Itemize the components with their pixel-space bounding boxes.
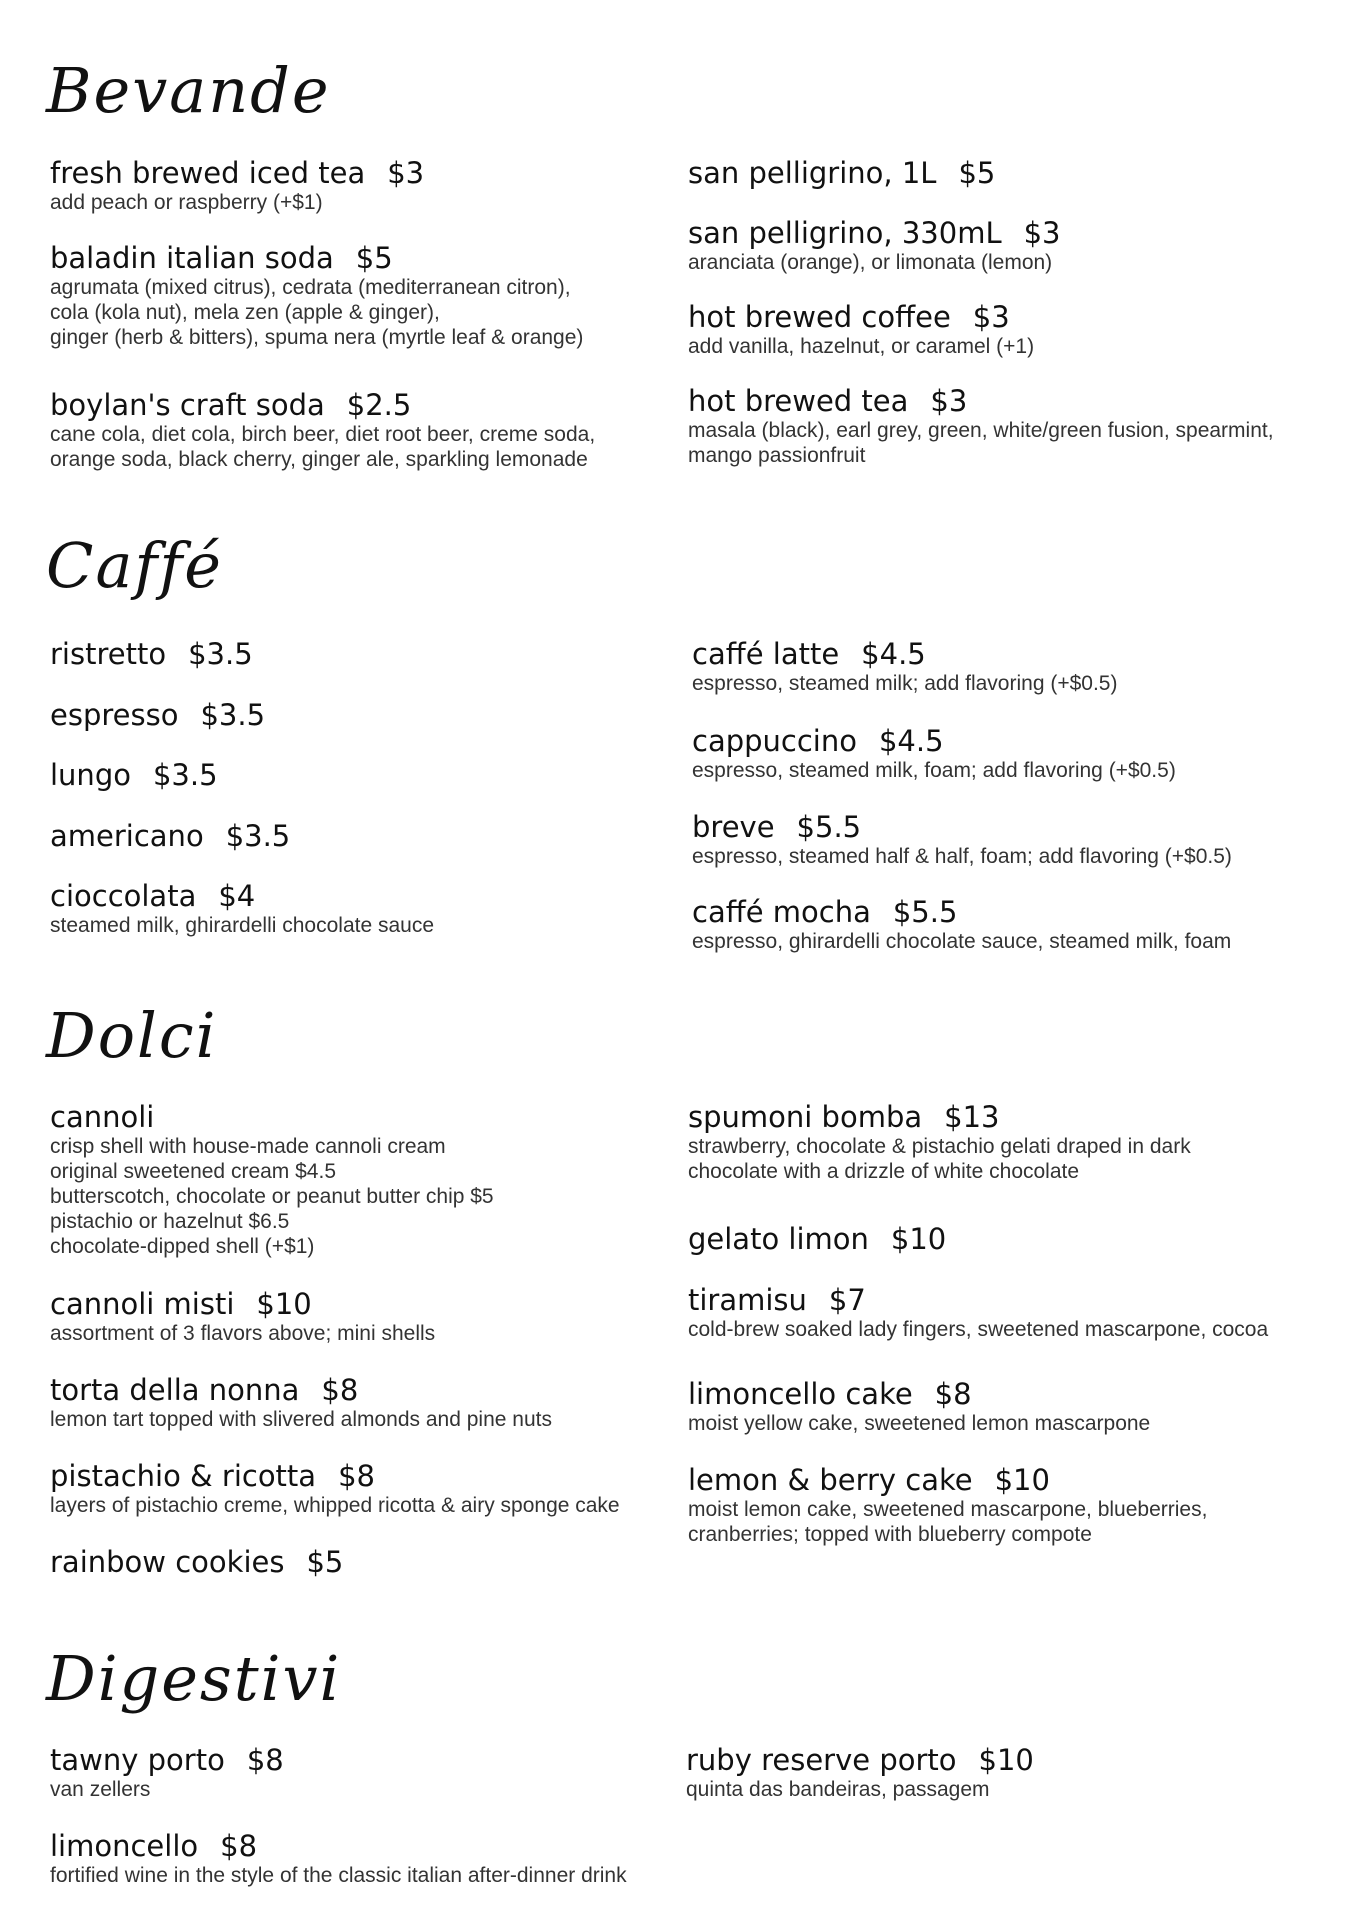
description-line: butterscotch, chocolate or peanut butter chip $5 (50, 1185, 494, 1208)
menu-item-title (50, 698, 265, 732)
menu-item (50, 1287, 435, 1346)
menu-item-price: $4 (218, 879, 256, 913)
menu-item-title (50, 819, 290, 853)
section-heading-bevande: Bevande (46, 54, 331, 127)
menu-item-price: $10 (994, 1463, 1050, 1497)
menu-item-name: breve (692, 810, 775, 844)
menu-item (688, 1283, 1268, 1342)
menu-item-title (50, 879, 434, 913)
menu-item (688, 216, 1061, 275)
description-line: fortified wine in the style of the classic italian after-dinner drink (50, 1864, 627, 1887)
dolci-right-column (688, 1100, 1308, 1546)
menu-item-price: $10 (978, 1743, 1034, 1777)
section-heading-digestivi: Digestivi (46, 1642, 342, 1715)
menu-item-price: $5.5 (892, 895, 958, 929)
menu-item-price: $7 (828, 1283, 866, 1317)
bevande-left-column (50, 156, 670, 471)
menu-item (50, 388, 595, 472)
caffe-left-column (50, 637, 670, 937)
menu-item-name: torta della nonna (50, 1373, 300, 1407)
menu-item-title (686, 1743, 1034, 1777)
menu-item-name: hot brewed tea (688, 384, 909, 418)
description-line: cranberries; topped with blueberry compote (688, 1523, 1092, 1546)
description-line: add vanilla, hazelnut, or caramel (+1) (688, 335, 1035, 358)
menu-item (692, 810, 1232, 869)
menu-item-price: $5 (355, 241, 393, 275)
menu-item-name: rainbow cookies (50, 1545, 285, 1579)
menu-item-title (50, 1829, 627, 1863)
menu-item-description (50, 1321, 435, 1346)
menu-item-description (50, 1493, 620, 1518)
menu-item-name: lungo (50, 758, 131, 792)
menu-item-title (50, 1100, 494, 1134)
menu-item-name: cioccolata (50, 879, 197, 913)
menu-item-description (692, 758, 1176, 783)
menu-item (688, 1222, 946, 1256)
menu-item-title (50, 1287, 435, 1321)
menu-item-price: $3.5 (200, 698, 266, 732)
description-line: cold-brew soaked lady fingers, sweetened mascarpone, cocoa (688, 1318, 1269, 1341)
menu-item-price: $5.5 (796, 810, 862, 844)
description-line: cane cola, diet cola, birch beer, diet root beer, creme soda, (50, 423, 596, 446)
menu-item-title (688, 1100, 1191, 1134)
menu-item-description (688, 1134, 1191, 1184)
menu-item-description (50, 1407, 552, 1432)
menu-item-price: $10 (890, 1222, 947, 1256)
menu-item-description (692, 844, 1232, 869)
description-line: espresso, steamed milk; add flavoring (+$0.5) (692, 672, 1118, 695)
description-line: crisp shell with house-made cannoli cream (50, 1135, 446, 1158)
menu-item-title (688, 1222, 946, 1256)
description-line: mango passionfruit (688, 444, 866, 467)
menu-item-description (688, 334, 1034, 359)
menu-item-name: lemon & berry cake (688, 1463, 973, 1497)
caffe-right-column (692, 637, 1312, 953)
menu-item-title (50, 1373, 552, 1407)
menu-item-price: $8 (934, 1377, 972, 1411)
menu-item-title (688, 156, 995, 190)
menu-item-title (688, 1377, 1150, 1411)
menu-item (50, 1743, 284, 1802)
menu-item-name: caffé latte (692, 637, 840, 671)
menu-item-title (50, 637, 253, 671)
description-line: ginger (herb & bitters), spuma nera (myrtle leaf & orange) (50, 326, 584, 349)
menu-item (50, 1545, 343, 1579)
menu-item-price: $4.5 (878, 724, 944, 758)
menu-item-title (688, 384, 1274, 418)
menu-item-description (692, 929, 1231, 954)
description-line: original sweetened cream $4.5 (50, 1160, 337, 1183)
description-line: chocolate with a drizzle of white chocolate (688, 1160, 1080, 1183)
menu-item-description (50, 1134, 494, 1259)
bevande-right-column (688, 156, 1308, 467)
menu-item-title (50, 1743, 284, 1777)
menu-item-description (50, 1777, 284, 1802)
menu-item-name: boylan's craft soda (50, 388, 325, 422)
menu-item-price: $3.5 (152, 758, 218, 792)
menu-item (688, 384, 1274, 468)
description-line: agrumata (mixed citrus), cedrata (mediterranean citron), (50, 276, 571, 299)
menu-item-name: tawny porto (50, 1743, 225, 1777)
menu-item-title (50, 758, 218, 792)
description-line: aranciata (orange), or limonata (lemon) (688, 251, 1053, 274)
menu-item-description (688, 1411, 1150, 1436)
menu-item (50, 1373, 552, 1432)
menu-item-price: $8 (246, 1743, 284, 1777)
menu-item-description (50, 275, 583, 350)
menu-item-name: tiramisu (688, 1283, 807, 1317)
menu-item-description (688, 250, 1061, 275)
menu-item (688, 1100, 1191, 1184)
description-line: assortment of 3 flavors above; mini shells (50, 1322, 436, 1345)
menu-item-description (688, 418, 1274, 468)
menu-item (692, 895, 1231, 954)
menu-item (692, 637, 1117, 696)
menu-item-description (686, 1777, 1034, 1802)
menu-item-title (688, 1463, 1207, 1497)
description-line: espresso, steamed half & half, foam; add flavoring (+$0.5) (692, 845, 1232, 868)
description-line: chocolate-dipped shell (+$1) (50, 1235, 315, 1258)
menu-item-name: limoncello (50, 1829, 199, 1863)
dolci-left-column (50, 1100, 670, 1579)
menu-item-name: cannoli misti (50, 1287, 235, 1321)
digestivi-left-column (50, 1743, 670, 1887)
menu-item-description (50, 190, 424, 215)
menu-item-name: baladin italian soda (50, 241, 334, 275)
menu-item-description (50, 422, 595, 472)
description-line: van zellers (50, 1778, 151, 1801)
menu-item-price: $3 (387, 156, 425, 190)
description-line: moist yellow cake, sweetened lemon mascarpone (688, 1412, 1151, 1435)
description-line: pistachio or hazelnut $6.5 (50, 1210, 290, 1233)
menu-item (50, 156, 424, 215)
description-line: moist lemon cake, sweetened mascarpone, blueberries, (688, 1498, 1208, 1521)
menu-item-name: espresso (50, 698, 179, 732)
menu-item-price: $13 (944, 1100, 1000, 1134)
menu-item-name: pistachio & ricotta (50, 1459, 317, 1493)
menu-item-description (688, 1497, 1207, 1547)
menu-item-price: $5 (958, 156, 996, 190)
menu-item-title (692, 637, 1117, 671)
description-line: quinta das bandeiras, passagem (686, 1778, 990, 1801)
menu-item-title (688, 216, 1061, 250)
description-line: orange soda, black cherry, ginger ale, sparkling lemonade (50, 448, 588, 471)
menu-item-price: $8 (321, 1373, 359, 1407)
menu-item-price: $8 (338, 1459, 375, 1493)
description-line: masala (black), earl grey, green, white/green fusion, spearmint, (688, 419, 1274, 442)
menu-item-description (688, 1317, 1268, 1342)
menu-item-price: $10 (256, 1287, 312, 1321)
menu-item-title (692, 810, 1232, 844)
menu-item-description (50, 913, 434, 938)
menu-item-price: $3.5 (225, 819, 291, 853)
description-line: cola (kola nut), mela zen (apple & ginger), (50, 301, 440, 324)
menu-item (50, 241, 583, 350)
menu-item-price: $5 (306, 1545, 344, 1579)
menu-item (50, 1459, 620, 1518)
menu-item-title (688, 1283, 1268, 1317)
menu-item-price: $2.5 (346, 388, 412, 422)
menu-item (688, 1377, 1150, 1436)
section-heading-caffe: Caffé (46, 529, 223, 602)
description-line: espresso, steamed milk, foam; add flavoring (+$0.5) (692, 759, 1176, 782)
menu-item-name: spumoni bomba (688, 1100, 923, 1134)
menu-item-description (50, 1863, 627, 1888)
description-line: steamed milk, ghirardelli chocolate sauce (50, 914, 435, 937)
menu-item-title (50, 1545, 343, 1579)
menu-item (50, 637, 253, 671)
menu-item-name: ristretto (50, 637, 167, 671)
menu-item (50, 698, 265, 732)
menu-item-name: limoncello cake (688, 1377, 913, 1411)
menu-item-price: $8 (220, 1829, 258, 1863)
menu-item (50, 1100, 494, 1259)
menu-item-name: ruby reserve porto (686, 1743, 957, 1777)
menu-item-title (50, 388, 595, 422)
menu-item-title (692, 724, 1176, 758)
menu-item-price: $3.5 (188, 637, 253, 671)
menu-item-name: cappuccino (692, 724, 857, 758)
menu-item (688, 1463, 1207, 1547)
description-line: add peach or raspberry (+$1) (50, 191, 323, 214)
description-line: espresso, ghirardelli chocolate sauce, steamed milk, foam (692, 930, 1232, 953)
menu-item (50, 819, 290, 853)
menu-item-title (688, 300, 1034, 334)
menu-item (688, 156, 995, 190)
menu-item (50, 879, 434, 938)
menu-item-name: san pelligrino, 1L (688, 156, 937, 190)
menu-item-name: americano (50, 819, 204, 853)
menu-item-title (50, 156, 424, 190)
menu-item-title (50, 1459, 620, 1493)
menu-item-name: gelato limon (688, 1222, 869, 1256)
menu-item (686, 1743, 1034, 1802)
menu-item (50, 758, 218, 792)
menu-item-name: caffé mocha (692, 895, 871, 929)
description-line: strawberry, chocolate & pistachio gelati draped in dark (688, 1135, 1191, 1158)
section-heading-dolci: Dolci (46, 999, 218, 1072)
menu-item-name: san pelligrino, 330mL (688, 216, 1002, 250)
menu-item-price: $4.5 (861, 637, 926, 671)
menu-item (50, 1829, 627, 1888)
menu-item-price: $3 (930, 384, 968, 418)
menu-item (692, 724, 1176, 783)
description-line: layers of pistachio creme, whipped ricotta & airy sponge cake (50, 1494, 620, 1517)
digestivi-right-column (686, 1743, 1306, 1801)
menu-item-name: hot brewed coffee (688, 300, 951, 334)
menu-item-name: fresh brewed iced tea (50, 156, 366, 190)
menu-item (688, 300, 1034, 359)
menu-item-title (692, 895, 1231, 929)
menu-item-price: $3 (1023, 216, 1061, 250)
menu-item-name: cannoli (50, 1100, 155, 1134)
menu-item-description (692, 671, 1117, 696)
menu-item-price: $3 (972, 300, 1010, 334)
menu-item-title (50, 241, 583, 275)
description-line: lemon tart topped with slivered almonds and pine nuts (50, 1408, 552, 1431)
